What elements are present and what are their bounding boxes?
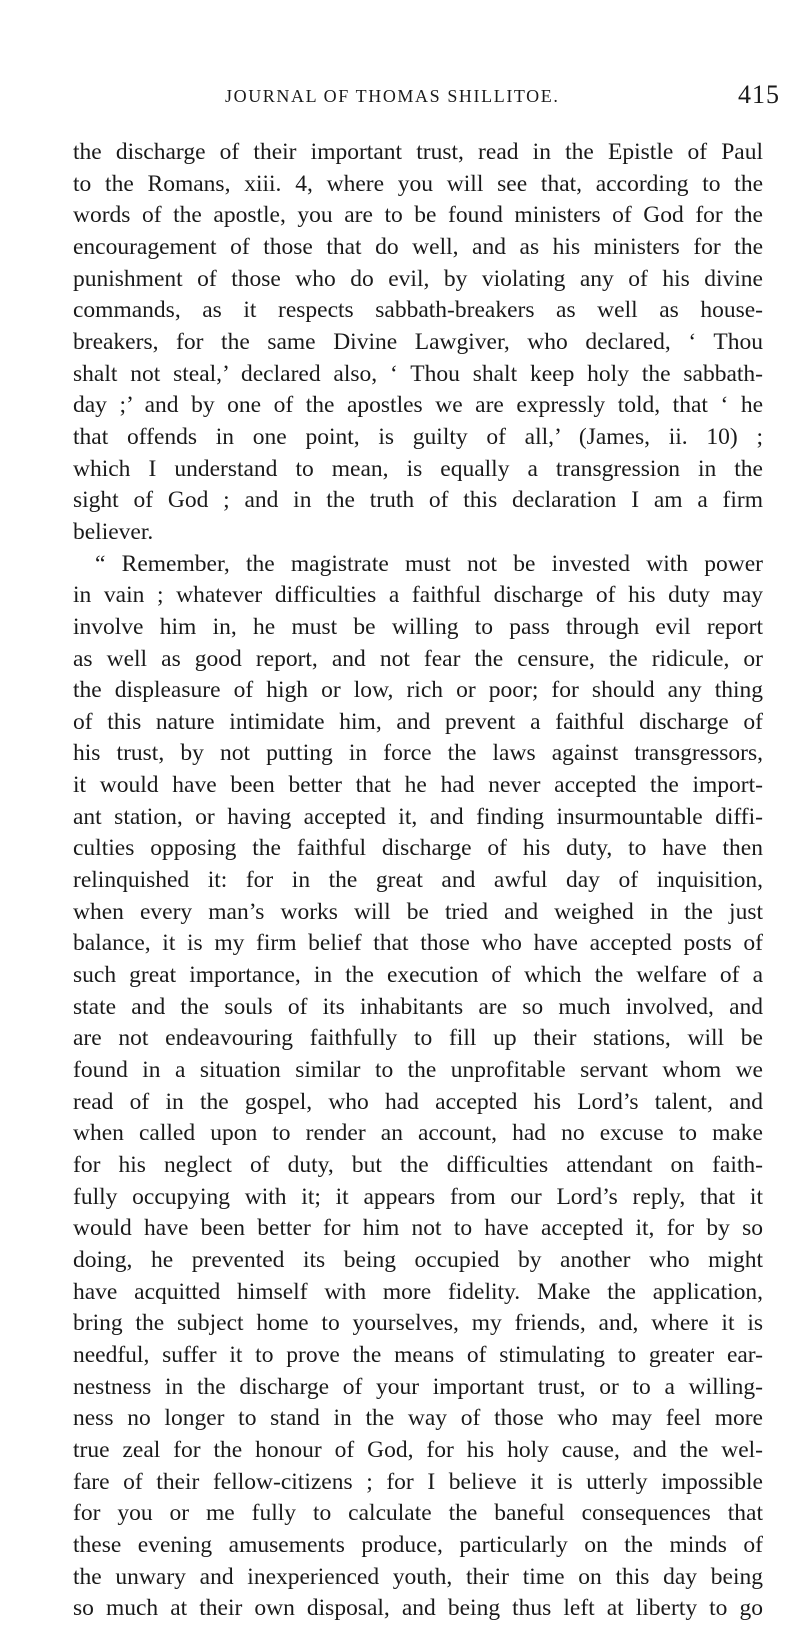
text-line: ness no longer to stand in the way of those who may feel more <box>73 1405 763 1432</box>
text-line: his trust, by not putting in force the laws against transgressors, <box>73 740 763 767</box>
text-line: fully occupying with it; it appears from our Lord’s reply, that it <box>73 1183 763 1210</box>
text-line: true zeal for the honour of God, for his holy cause, and the wel- <box>73 1436 763 1463</box>
text-line: which I understand to mean, is equally a transgression in the <box>73 455 763 482</box>
text-line: fare of their fellow-citizens ; for I believe it is utterly impossible <box>73 1468 763 1495</box>
text-line: commands, as it respects sabbath-breakers as well as house- <box>73 297 763 324</box>
page-number: 415 <box>738 80 780 109</box>
text-line: it would have been better that he had never accepted the import- <box>73 772 763 799</box>
text-line: encouragement of those that do well, and as his ministers for the <box>73 233 763 260</box>
text-line: the discharge of their important trust, read in the Epistle of Paul <box>73 139 763 165</box>
text-line: that offends in one point, is guilty of all,’ (James, ii. 10) ; <box>73 423 763 450</box>
text-line: so much at their own disposal, and being thus left at liberty to go <box>73 1595 763 1622</box>
page-header <box>0 80 800 116</box>
text-line: state and the souls of its inhabitants are so much involved, and <box>73 993 763 1020</box>
text-line: relinquished it: for in the great and awful day of inquisition, <box>73 867 763 894</box>
text-line: words of the apostle, you are to be found ministers of God for the <box>73 202 763 229</box>
text-line: found in a situation similar to the unprofitable servant whom we <box>73 1057 763 1084</box>
text-line: such great importance, in the execution of which the welfare of a <box>73 962 763 989</box>
text-line: have acquitted himself with more fidelity. Make the application, <box>73 1278 763 1305</box>
text-line: believer. <box>73 518 154 545</box>
text-line: these evening amusements produce, particularly on the minds of <box>73 1531 763 1558</box>
text-line: when every man’s works will be tried and weighed in the just <box>73 898 763 925</box>
text-line: to the Romans, xiii. 4, where you will see that, according to the <box>73 170 763 197</box>
text-line: read of in the gospel, who had accepted his Lord’s talent, and <box>73 1088 763 1115</box>
text-line: shalt not steal,’ declared also, ‘ Thou shalt keep holy the sabbath- <box>73 360 763 387</box>
text-line: “ Remember, the magistrate must not be invested with power <box>95 550 763 577</box>
text-line: in vain ; whatever difficulties a faithful discharge of his duty may <box>73 582 763 609</box>
text-line: are not endeavouring faithfully to fill up their stations, will be <box>73 1025 763 1052</box>
text-line: for his neglect of duty, but the difficulties attendant on faith- <box>73 1152 763 1178</box>
text-line: needful, suffer it to prove the means of stimulating to greater ear- <box>73 1341 763 1368</box>
text-line: balance, it is my firm belief that those who have accepted posts of <box>73 930 763 957</box>
text-line: of this nature intimidate him, and prevent a faithful discharge of <box>73 708 763 735</box>
text-line: when called upon to render an account, had no excuse to make <box>73 1120 763 1147</box>
text-line: would have been better for him not to have accepted it, for by so <box>73 1215 763 1242</box>
text-line: breakers, for the same Divine Lawgiver, who declared, ‘ Thou <box>73 328 763 355</box>
text-line: the displeasure of high or low, rich or poor; for should any thing <box>73 677 763 704</box>
text-line: nestness in the discharge of your important trust, or to a willing- <box>73 1373 763 1400</box>
text-line: sight of God ; and in the truth of this declaration I am a firm <box>73 487 763 514</box>
text-line: involve him in, he must be willing to pass through evil report <box>73 613 763 640</box>
text-line: day ;’ and by one of the apostles we are expressly told, that ‘ he <box>73 392 763 419</box>
text-line: the unwary and inexperienced youth, their time on this day being <box>73 1563 763 1590</box>
running-head: JOURNAL OF THOMAS SHILLITOE. <box>225 86 560 106</box>
text-line: culties opposing the faithful discharge of his duty, to have then <box>73 835 763 862</box>
text-line: ant station, or having accepted it, and finding insurmountable diffi- <box>73 803 763 830</box>
text-line: punishment of those who do evil, by violating any of his divine <box>73 265 763 292</box>
text-line: for you or me fully to calculate the baneful consequences that <box>73 1500 763 1527</box>
text-line: doing, he prevented its being occupied by another who might <box>73 1246 763 1273</box>
text-line: as well as good report, and not fear the censure, the ridicule, or <box>73 645 763 672</box>
body-text <box>73 137 763 1625</box>
text-line: bring the subject home to yourselves, my friends, and, where it is <box>73 1310 763 1337</box>
